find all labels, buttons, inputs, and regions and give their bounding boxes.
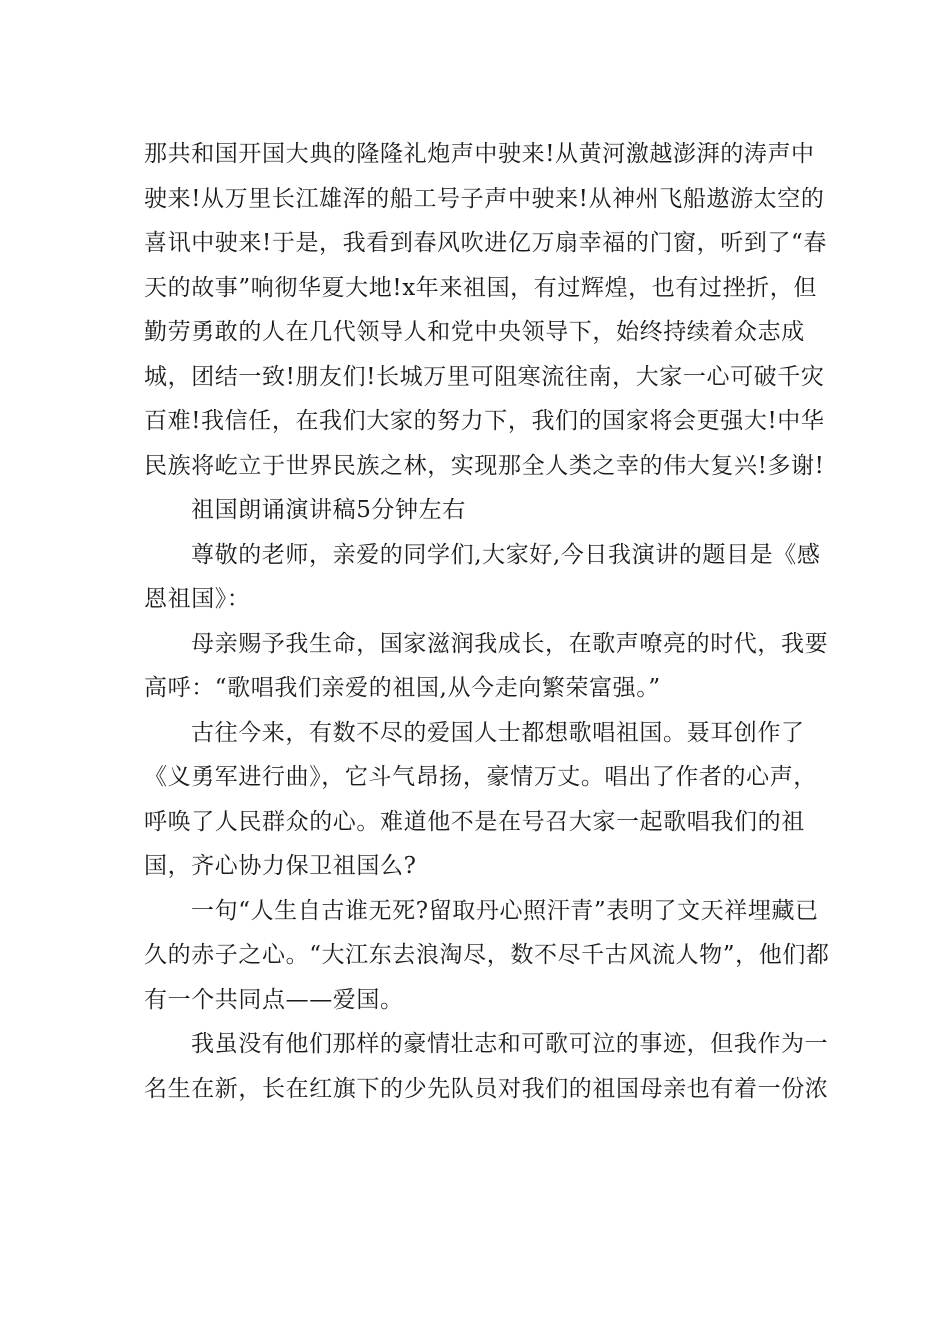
paragraph: 古往今来，有数不尽的爱国人士都想歌唱祖国。聂耳创作了《义勇军进行曲》，它斗气昂扬，豪情万丈。唱出了作者的心声，呼唤了人民群众的心。难道他不是在号召大家一起歌唱我们的祖国，齐心协力保卫祖国么? bbox=[144, 719, 817, 879]
paragraph: 我虽没有他们那样的豪情壮志和可歌可泣的事迹，但我作为一名生在新，长在红旗下的少先队员对我们的祖国母亲也有着一份浓 bbox=[144, 1031, 829, 1102]
paragraph: 一句“人生自古谁无死?留取丹心照汗青”表明了文天祥埋藏已久的赤子之心。“大江东去浪淘尽，数不尽千古风流人物”，他们都有一个共同点——爱国。 bbox=[144, 897, 830, 1013]
body-text bbox=[144, 132, 834, 1111]
paragraph-greeting: 尊敬的老师，亲爱的同学们,大家好,今日我演讲的题目是《感恩祖国》： bbox=[144, 541, 821, 612]
paragraph: 母亲赐予我生命，国家滋润我成长，在歌声嘹亮的时代，我要高呼：“歌唱我们亲爱的祖国,从今走向繁荣富强。” bbox=[144, 630, 829, 701]
paragraph-continuation: 那共和国开国大典的隆隆礼炮声中驶来!从黄河激越澎湃的涛声中驶来!从万里长江雄浑的船工号子声中驶来!从神州飞船遨游太空的喜讯中驶来!于是，我看到春风吹进亿万扇幸福的门窗，听到了“春天的故事”响彻华夏大地!x年来祖国，有过辉煌，也有过挫折，但勤劳勇敢的人在几代领导人和党中央领导下，始终持续着众志成城，团结一致!朋友们!长城万里可阻寒流往南，大家一心可破千灾百难!我信任，在我们大家的努力下，我们的国家将会更强大!中华民族将屹立于世界民族之林，实现那全人类之幸的伟大复兴!多谢! bbox=[144, 141, 828, 479]
section-heading: 祖国朗诵演讲稿5分钟左右 bbox=[191, 497, 466, 523]
